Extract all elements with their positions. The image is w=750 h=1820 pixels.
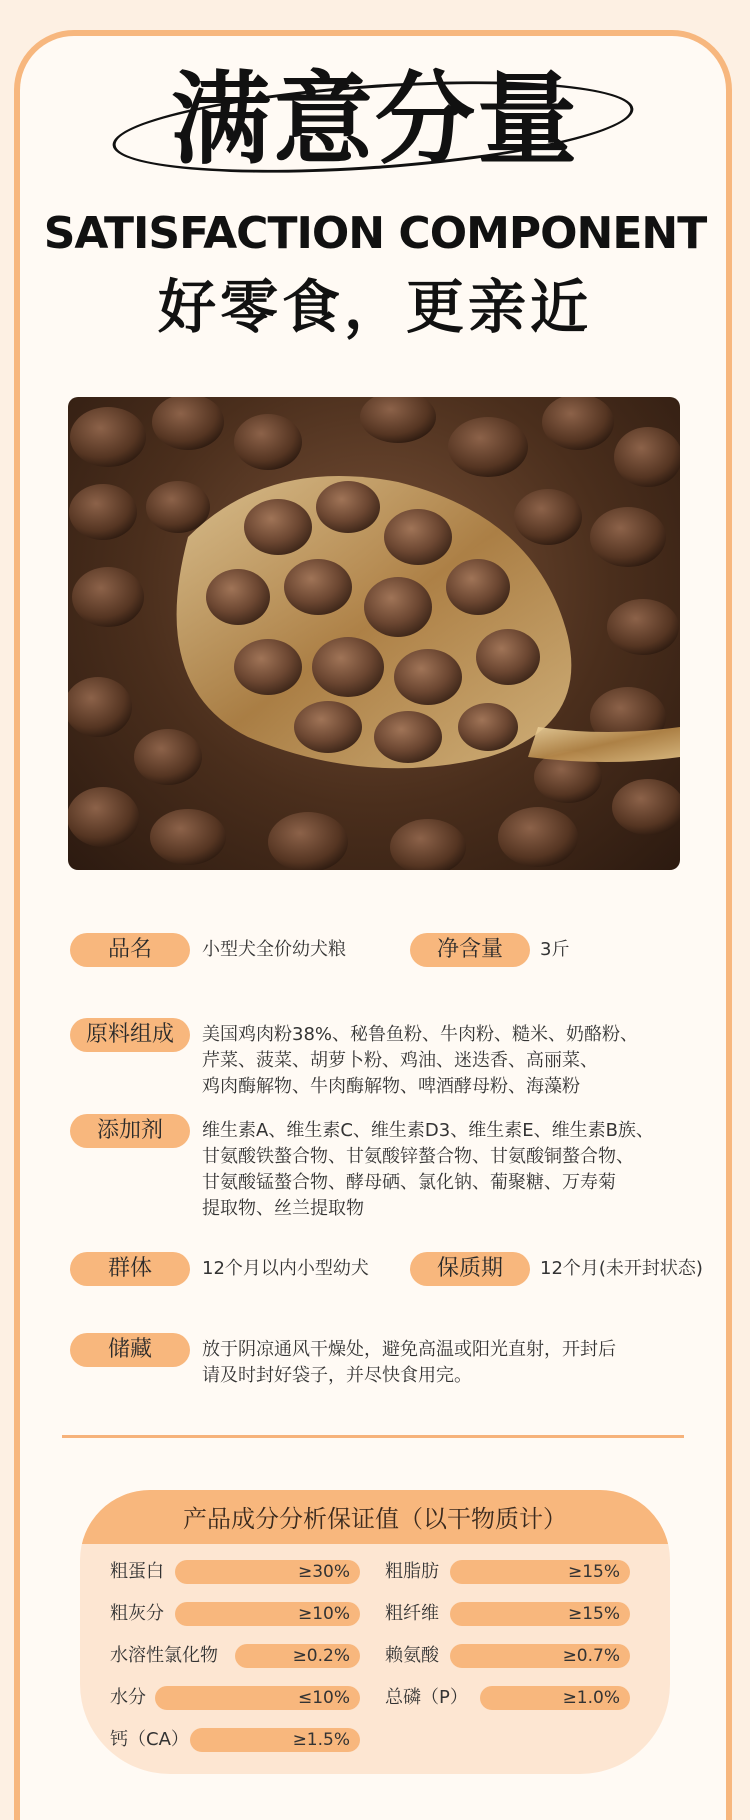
analysis-label: 总磷（P） (385, 1687, 468, 1708)
product-photo (68, 397, 680, 870)
analysis-label: 水溶性氯化物 (110, 1645, 218, 1666)
storage-pill: 储藏 (70, 1333, 190, 1367)
title-block (0, 55, 750, 195)
group-value: 12个月以内小型幼犬 (202, 1258, 369, 1279)
additives-line: 甘氨酸锰螯合物、酵母硒、氯化钠、葡聚糖、万寿菊 (202, 1172, 616, 1193)
additives-line: 提取物、丝兰提取物 (202, 1198, 364, 1219)
analysis-label: 粗灰分 (110, 1603, 164, 1624)
analysis-value-bar: ≥1.0% (480, 1686, 630, 1710)
name-pill: 品名 (70, 933, 190, 967)
analysis-value-bar: ≥1.5% (190, 1728, 360, 1752)
shelf-value: 12个月(未开封状态) (540, 1258, 703, 1279)
analysis-label: 粗蛋白 (110, 1561, 164, 1582)
additives-line: 维生素A、维生素C、维生素D3、维生素E、维生素B族、 (202, 1120, 654, 1141)
weight-pill: 净含量 (410, 933, 530, 967)
kibble-spoon-image (68, 397, 680, 870)
storage-line: 放于阴凉通风干燥处，避免高温或阳光直射，开封后 (202, 1339, 616, 1360)
additives-line: 甘氨酸铁螯合物、甘氨酸锌螯合物、甘氨酸铜螯合物、 (202, 1146, 634, 1167)
analysis-label: 水分 (110, 1687, 146, 1708)
analysis-value-bar: ≤10% (155, 1686, 360, 1710)
analysis-panel (80, 1490, 670, 1774)
name-value: 小型犬全价幼犬粮 (202, 939, 346, 960)
additives-pill: 添加剂 (70, 1114, 190, 1148)
english-title: SATISFACTION COMPONENT (43, 208, 707, 259)
shelf-pill: 保质期 (410, 1252, 530, 1286)
ingredients-pill: 原料组成 (70, 1018, 190, 1052)
analysis-value-bar: ≥30% (175, 1560, 360, 1584)
main-title: 满意分量 (171, 61, 579, 178)
analysis-label: 钙（CA） (110, 1729, 189, 1750)
analysis-value-bar: ≥0.2% (235, 1644, 360, 1668)
weight-value: 3斤 (540, 939, 570, 960)
analysis-value-bar: ≥15% (450, 1602, 630, 1626)
analysis-label: 粗脂肪 (385, 1561, 439, 1582)
analysis-value-bar: ≥15% (450, 1560, 630, 1584)
analysis-value-bar: ≥0.7% (450, 1644, 630, 1668)
ingredients-line: 美国鸡肉粉38%、秘鲁鱼粉、牛肉粉、糙米、奶酪粉、 (202, 1024, 639, 1045)
analysis-label: 赖氨酸 (385, 1645, 439, 1666)
analysis-title: 产品成分分析保证值（以干物质计） (80, 1490, 670, 1544)
analysis-label: 粗纤维 (385, 1603, 439, 1624)
storage-line: 请及时封好袋子，并尽快食用完。 (202, 1365, 472, 1386)
section-divider (62, 1435, 684, 1438)
analysis-value-bar: ≥10% (175, 1602, 360, 1626)
subtitle: 好零食，更亲近 (157, 273, 592, 341)
ingredients-line: 芹菜、菠菜、胡萝卜粉、鸡油、迷迭香、高丽菜、 (202, 1050, 598, 1071)
group-pill: 群体 (70, 1252, 190, 1286)
ingredients-line: 鸡肉酶解物、牛肉酶解物、啤酒酵母粉、海藻粉 (202, 1076, 580, 1097)
